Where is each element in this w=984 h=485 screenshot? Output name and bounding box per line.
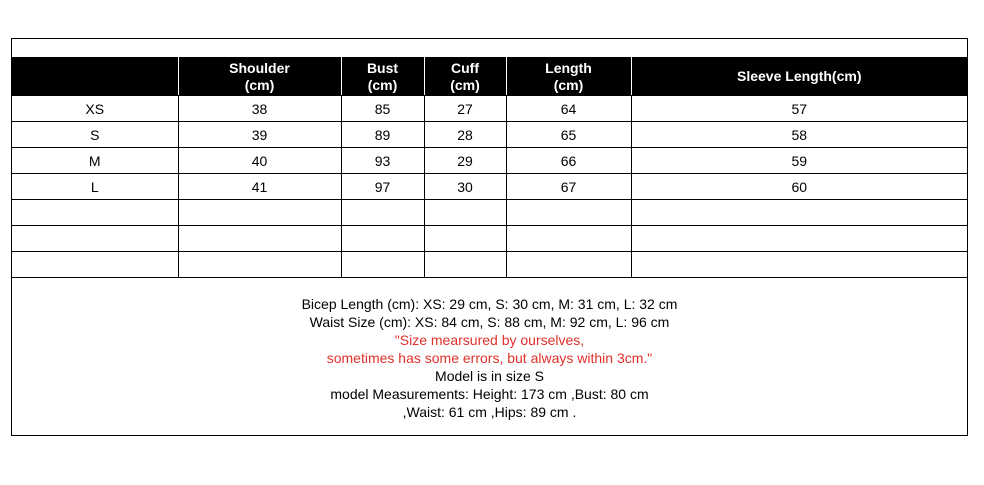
header-unit: (cm) (367, 76, 398, 93)
measurement-notes (12, 295, 967, 421)
size-chart-sheet (11, 38, 968, 436)
header-length (506, 58, 631, 96)
bust-cell (341, 200, 424, 226)
header-label: Sleeve Length(cm) (737, 68, 862, 84)
header-unit: (cm) (244, 76, 275, 93)
table-row (12, 174, 967, 200)
sleeve-length-cell: 58 (631, 122, 967, 148)
bust-cell: 93 (341, 148, 424, 174)
table-row-empty (12, 200, 967, 226)
size-cell: XS (12, 96, 178, 122)
bust-cell: 85 (341, 96, 424, 122)
model-size-note: Model is in size S (435, 368, 544, 384)
shoulder-cell: 41 (178, 174, 341, 200)
header-shoulder (178, 58, 341, 96)
bust-cell: 97 (341, 174, 424, 200)
cuff-cell: 28 (424, 122, 506, 148)
cuff-cell: 30 (424, 174, 506, 200)
table-row-empty (12, 226, 967, 252)
bicep-length-note: Bicep Length (cm): XS: 29 cm, S: 30 cm, M: 31 cm, L: 32 cm (301, 296, 678, 312)
table-header-row (12, 58, 967, 96)
header-unit: (cm) (450, 76, 480, 93)
waist-size-note: Waist Size (cm): XS: 84 cm, S: 88 cm, M: 92 cm, L: 96 cm (309, 314, 670, 330)
cuff-cell: 29 (424, 148, 506, 174)
size-cell (12, 200, 178, 226)
cuff-cell (424, 226, 506, 252)
shoulder-cell (178, 252, 341, 278)
sleeve-length-cell (631, 226, 967, 252)
shoulder-cell: 40 (178, 148, 341, 174)
bust-cell (341, 252, 424, 278)
header-size (12, 58, 178, 96)
sleeve-length-cell (631, 252, 967, 278)
shoulder-cell: 39 (178, 122, 341, 148)
cuff-cell: 27 (424, 96, 506, 122)
bust-cell: 89 (341, 122, 424, 148)
disclaimer-line-1: "Size mearsured by ourselves, (394, 332, 585, 348)
size-cell: M (12, 148, 178, 174)
size-cell: L (12, 174, 178, 200)
table-row (12, 122, 967, 148)
length-cell (506, 252, 631, 278)
length-cell: 65 (506, 122, 631, 148)
sleeve-length-cell: 57 (631, 96, 967, 122)
table-row (12, 148, 967, 174)
header-label: Shoulder (229, 59, 290, 76)
length-cell: 66 (506, 148, 631, 174)
bust-cell (341, 226, 424, 252)
header-label: Cuff (451, 59, 479, 76)
cuff-cell (424, 252, 506, 278)
size-cell: S (12, 122, 178, 148)
length-cell: 67 (506, 174, 631, 200)
header-label: Length (545, 59, 592, 76)
shoulder-cell (178, 226, 341, 252)
header-sleeve-length (631, 58, 967, 96)
header-label: Bust (366, 59, 399, 76)
length-cell (506, 200, 631, 226)
shoulder-cell (178, 200, 341, 226)
header-bust (341, 58, 424, 96)
sleeve-length-cell: 60 (631, 174, 967, 200)
length-cell: 64 (506, 96, 631, 122)
model-measurements-line-1: model Measurements: Height: 173 cm ,Bust: 80 cm (330, 386, 649, 402)
table-row (12, 96, 967, 122)
table-row-empty (12, 252, 967, 278)
model-measurements-line-2: ,Waist: 61 cm ,Hips: 89 cm . (402, 404, 577, 420)
size-cell (12, 226, 178, 252)
size-cell (12, 252, 178, 278)
disclaimer-line-2: sometimes has some errors, but always within 3cm." (326, 350, 653, 366)
sleeve-length-cell (631, 200, 967, 226)
shoulder-cell: 38 (178, 96, 341, 122)
cuff-cell (424, 200, 506, 226)
length-cell (506, 226, 631, 252)
header-unit: (cm) (553, 76, 584, 93)
header-cuff (424, 58, 506, 96)
sleeve-length-cell: 59 (631, 148, 967, 174)
size-table (12, 57, 967, 278)
